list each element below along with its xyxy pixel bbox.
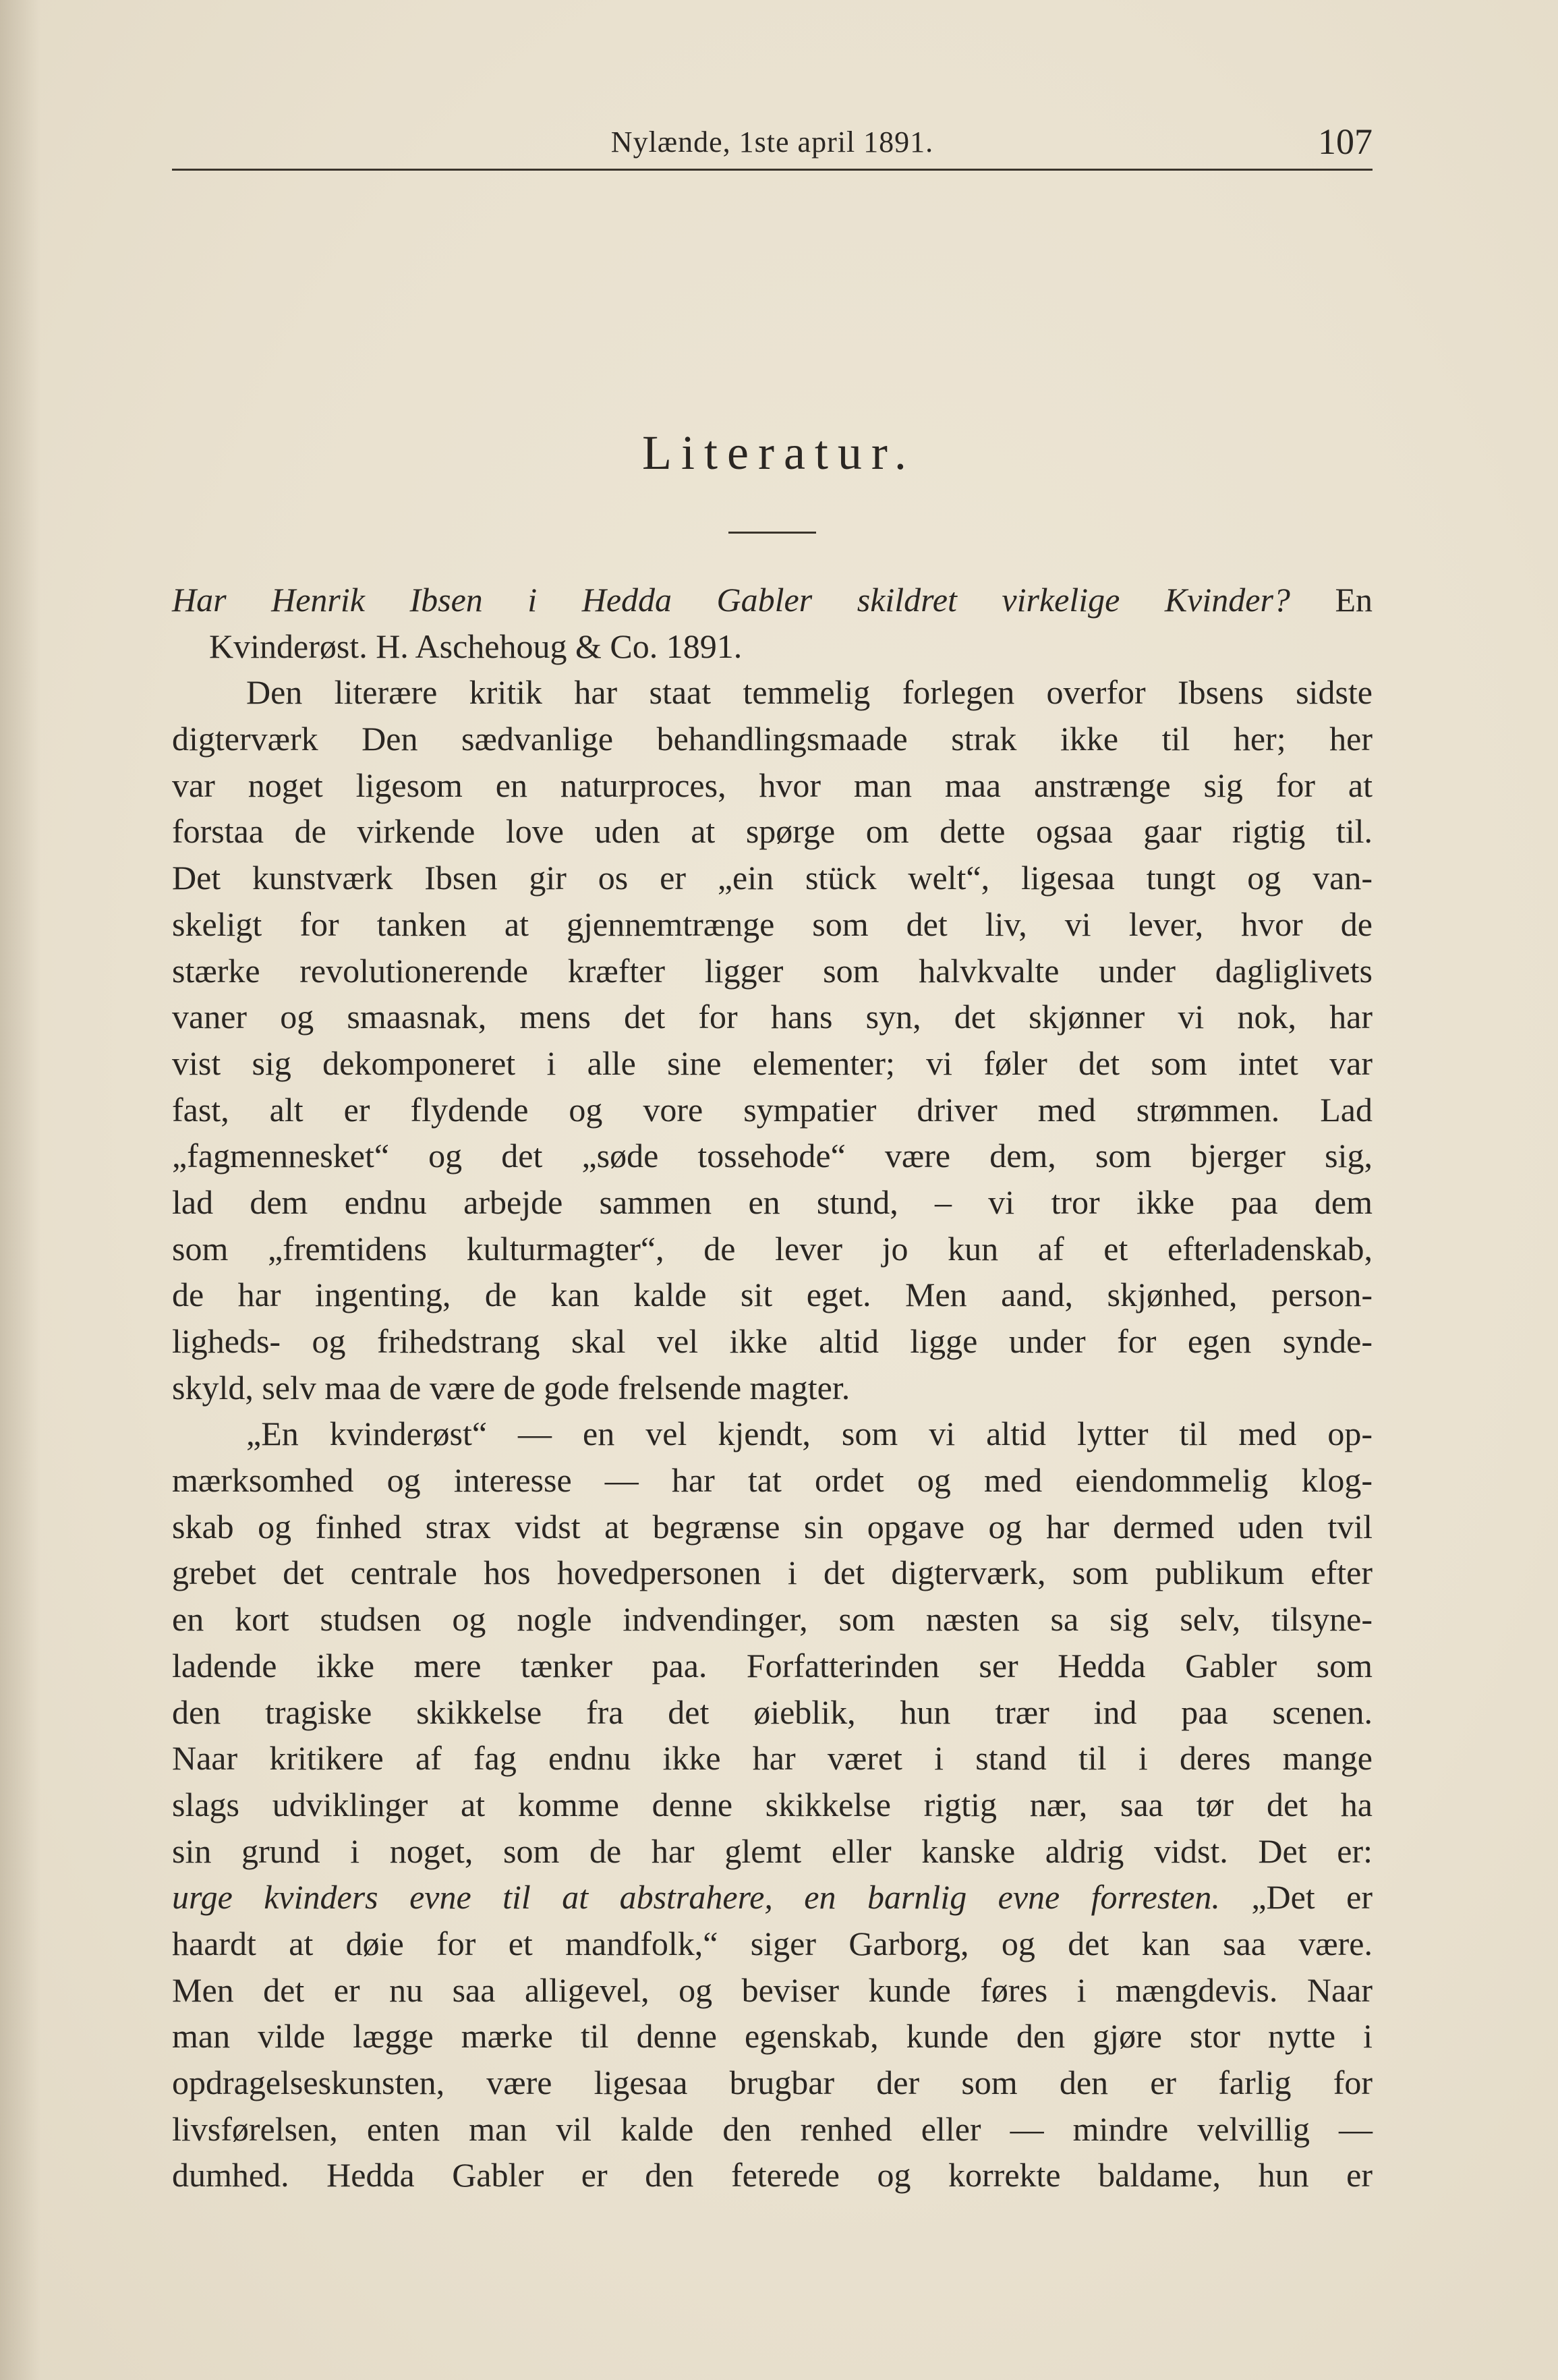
header-rule [172, 169, 1373, 171]
text-line: „fagmennesket“ og det „søde tossehode“ være dem, som bjerger sig, [172, 1137, 1373, 1175]
text-line: digterværk Den sædvanlige behandlingsmaade strak ikke til her; her [172, 720, 1373, 758]
quote-tail: „Det er [1251, 1878, 1373, 1917]
text-line: skeligt for tanken at gjennemtrænge som det liv, vi lever, hvor de [172, 905, 1373, 943]
citation-publisher: Kvinderøst. H. Aschehoug & Co. 1891. [209, 627, 743, 665]
text-line: haardt at døie for et mandfolk,“ siger Garborg, og det kan saa være. [172, 1924, 1373, 1962]
text-line: livsførelsen, enten man vil kalde den renhed eller — mindre velvillig — [172, 2109, 1373, 2148]
text-line: de har ingenting, de kan kalde sit eget. Men aand, skjønhed, person- [172, 1276, 1373, 1314]
citation-tail: En [1335, 581, 1373, 619]
text-line: „En kvinderøst“ — en vel kjendt, som vi altid lytter til med op- [246, 1415, 1373, 1453]
text-line: mærksomhed og interesse — har tat ordet og med eiendommelig klog- [172, 1461, 1373, 1500]
review-text [172, 577, 1373, 2199]
text-line: som „fremtidens kulturmagter“, de lever jo kun af et efterladenskab, [172, 1229, 1373, 1268]
text-line: man vilde lægge mærke til denne egenskab, kunde den gjøre stor nytte i [172, 2017, 1373, 2056]
running-title: Nylænde, 1ste april 1891. [610, 125, 934, 159]
text-line: ligheds- og frihedstrang skal vel ikke altid ligge under for egen synde- [172, 1322, 1373, 1360]
quote-line [172, 1874, 1373, 1921]
text-line: slags udviklinger at komme denne skikkelse rigtig nær, saa tør det ha [172, 1785, 1373, 1823]
page-number: 107 [1318, 121, 1373, 162]
text-line: den tragiske skikkelse fra det øieblik, hun trær ind paa scenen. [172, 1693, 1373, 1731]
text-line: skyld, selv maa de være de gode frelsende magter. [172, 1368, 850, 1407]
text-line: skab og finhed strax vidst at begrænse sin opgave og har dermed uden tvil [172, 1507, 1373, 1546]
text-line: sin grund i noget, som de har glemt eller kanske aldrig vidst. Det er: [172, 1832, 1373, 1870]
text-line: dumhed. Hedda Gabler er den feterede og korrekte baldame, hun er [172, 2156, 1373, 2194]
text-line: grebet det centrale hos hovedpersonen i det digterværk, som publikum efter [172, 1554, 1373, 1592]
text-line: Men det er nu saa alligevel, og beviser kunde føres i mængdevis. Naar [172, 1971, 1373, 2009]
text-line: ladende ikke mere tænker paa. Forfatterinden ser Hedda Gabler som [172, 1646, 1373, 1684]
page-gutter-shadow [0, 0, 40, 2380]
text-line: fast, alt er flydende og vore sympatier driver med strømmen. Lad [172, 1090, 1373, 1129]
text-line: lad dem endnu arbejde sammen en stund, – vi tror ikke paa dem [172, 1183, 1373, 1221]
italic-quote: urge kvinders evne til at abstrahere, en barnlig evne forresten. [172, 1878, 1220, 1917]
text-line: Naar kritikere af fag endnu ikke har været i stand til i deres mange [172, 1739, 1373, 1778]
title-rule [728, 532, 816, 534]
citation-line [172, 577, 1373, 623]
text-line: forstaa de virkende love uden at spørge om dette ogsaa gaar rigtig til. [172, 812, 1373, 851]
text-line: en kort studsen og nogle indvendinger, som næsten sa sig selv, tilsyne- [172, 1600, 1373, 1639]
text-line: vaner og smaasnak, mens det for hans syn, det skjønner vi nok, har [172, 998, 1373, 1036]
text-line: opdragelseskunsten, være ligesaa brugbar der som den er farlig for [172, 2064, 1373, 2101]
section-title: Literatur. [642, 426, 916, 480]
text-line: var noget ligesom en naturproces, hvor man maa anstrænge sig for at [172, 766, 1373, 804]
text-line: stærke revolutionerende kræfter ligger som halvkvalte under dagliglivets [172, 951, 1373, 990]
text-line: Den literære kritik har staat temmelig forlegen overfor Ibsens sidste [246, 673, 1373, 712]
text-line: Det kunstværk Ibsen gir os er „ein stück welt“, ligesaa tungt og van- [172, 859, 1373, 897]
running-head [172, 118, 1373, 172]
citation-title: Har Henrik Ibsen i Hedda Gabler skildret virkelige Kvinder? [172, 581, 1290, 619]
text-line: vist sig dekomponeret i alle sine elementer; vi føler det som intet var [172, 1044, 1373, 1082]
